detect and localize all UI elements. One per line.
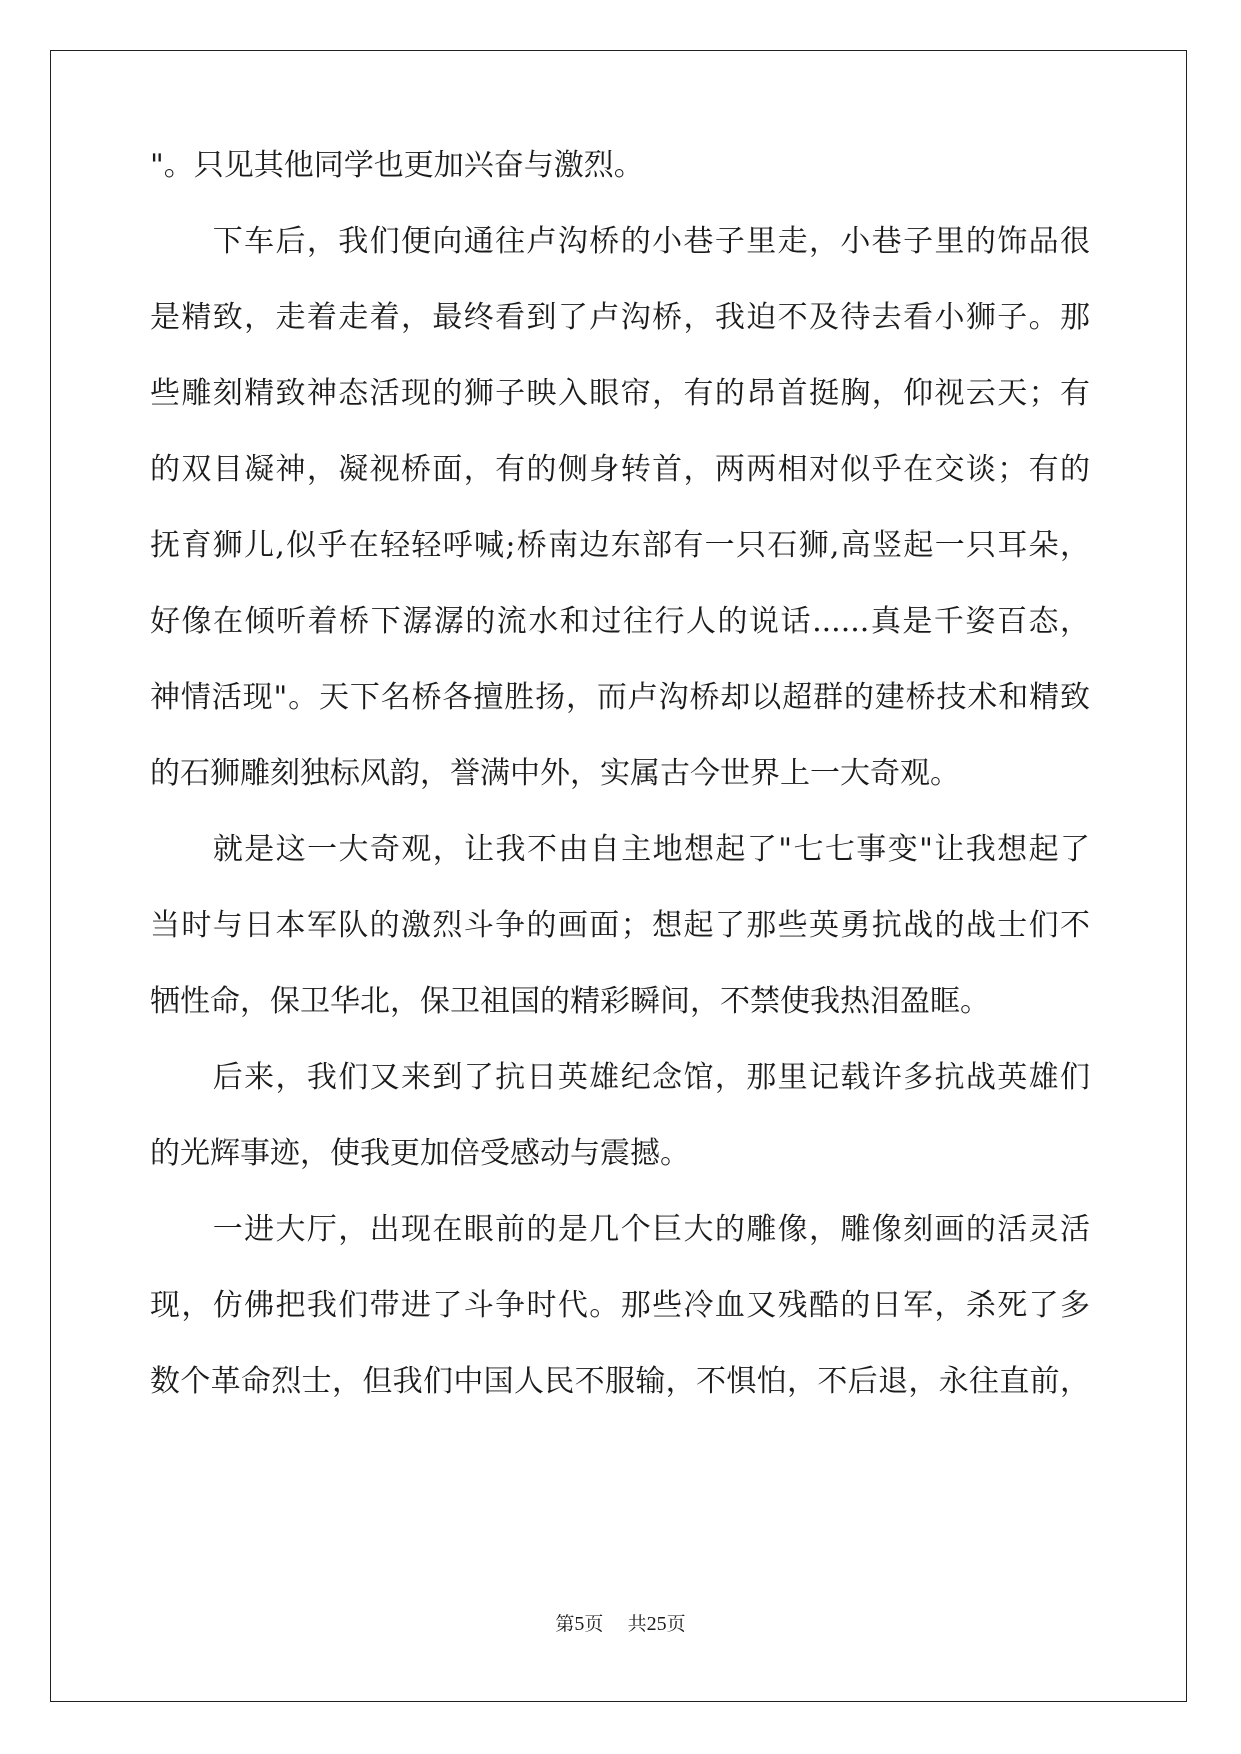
text-line-16: 现，仿佛把我们带进了斗争时代。那些冷血又残酷的日军，杀死了多 <box>150 1288 1090 1323</box>
page-prefix: 第 <box>555 1613 575 1635</box>
page-footer <box>0 1612 1241 1636</box>
text-line-1: "。只见其他同学也更加兴奋与激烈。 <box>150 148 644 183</box>
text-line-10: 就是这一大奇观，让我不由自主地想起了"七七事变"让我想起了 <box>150 832 1090 867</box>
text-line-2: 下车后，我们便向通往卢沟桥的小巷子里走，小巷子里的饰品很 <box>150 224 1090 259</box>
text-line-4: 些雕刻精致神态活现的狮子映入眼帘，有的昂首挺胸，仰视云天；有 <box>150 376 1090 411</box>
text-line-6: 抚育狮儿,似乎在轻轻呼喊;桥南边东部有一只石狮,高竖起一只耳朵， <box>150 528 1090 563</box>
text-line-5: 的双目凝神，凝视桥面，有的侧身转首，两两相对似乎在交谈；有的 <box>150 452 1090 487</box>
text-line-12: 牺性命，保卫华北，保卫祖国的精彩瞬间，不禁使我热泪盈眶。 <box>150 984 990 1019</box>
page-suffix: 页 <box>584 1613 604 1635</box>
text-line-15: 一进大厅，出现在眼前的是几个巨大的雕像，雕像刻画的活灵活 <box>150 1212 1090 1247</box>
text-line-17: 数个革命烈士，但我们中国人民不服输，不惧怕，不后退，永往直前， <box>150 1364 1090 1399</box>
text-line-9: 的石狮雕刻独标风韵，誉满中外，实属古今世界上一大奇观。 <box>150 756 960 791</box>
text-line-3: 是精致，走着走着，最终看到了卢沟桥，我迫不及待去看小狮子。那 <box>150 300 1090 335</box>
text-line-8: 神情活现"。天下名桥各擅胜扬，而卢沟桥却以超群的建桥技术和精致 <box>150 680 1090 715</box>
text-line-13: 后来，我们又来到了抗日英雄纪念馆，那里记载许多抗战英雄们 <box>150 1060 1090 1095</box>
text-line-11: 当时与日本军队的激烈斗争的画面；想起了那些英勇抗战的战士们不 <box>150 908 1090 943</box>
total-prefix: 共 <box>627 1613 647 1635</box>
total-pages: 25 <box>646 1613 667 1635</box>
text-line-14: 的光辉事迹，使我更加倍受感动与震撼。 <box>150 1136 690 1171</box>
text-line-7: 好像在倾听着桥下潺潺的流水和过往行人的说话......真是千姿百态， <box>150 604 1090 639</box>
total-suffix: 页 <box>666 1613 686 1635</box>
page-number: 5 <box>574 1613 585 1635</box>
